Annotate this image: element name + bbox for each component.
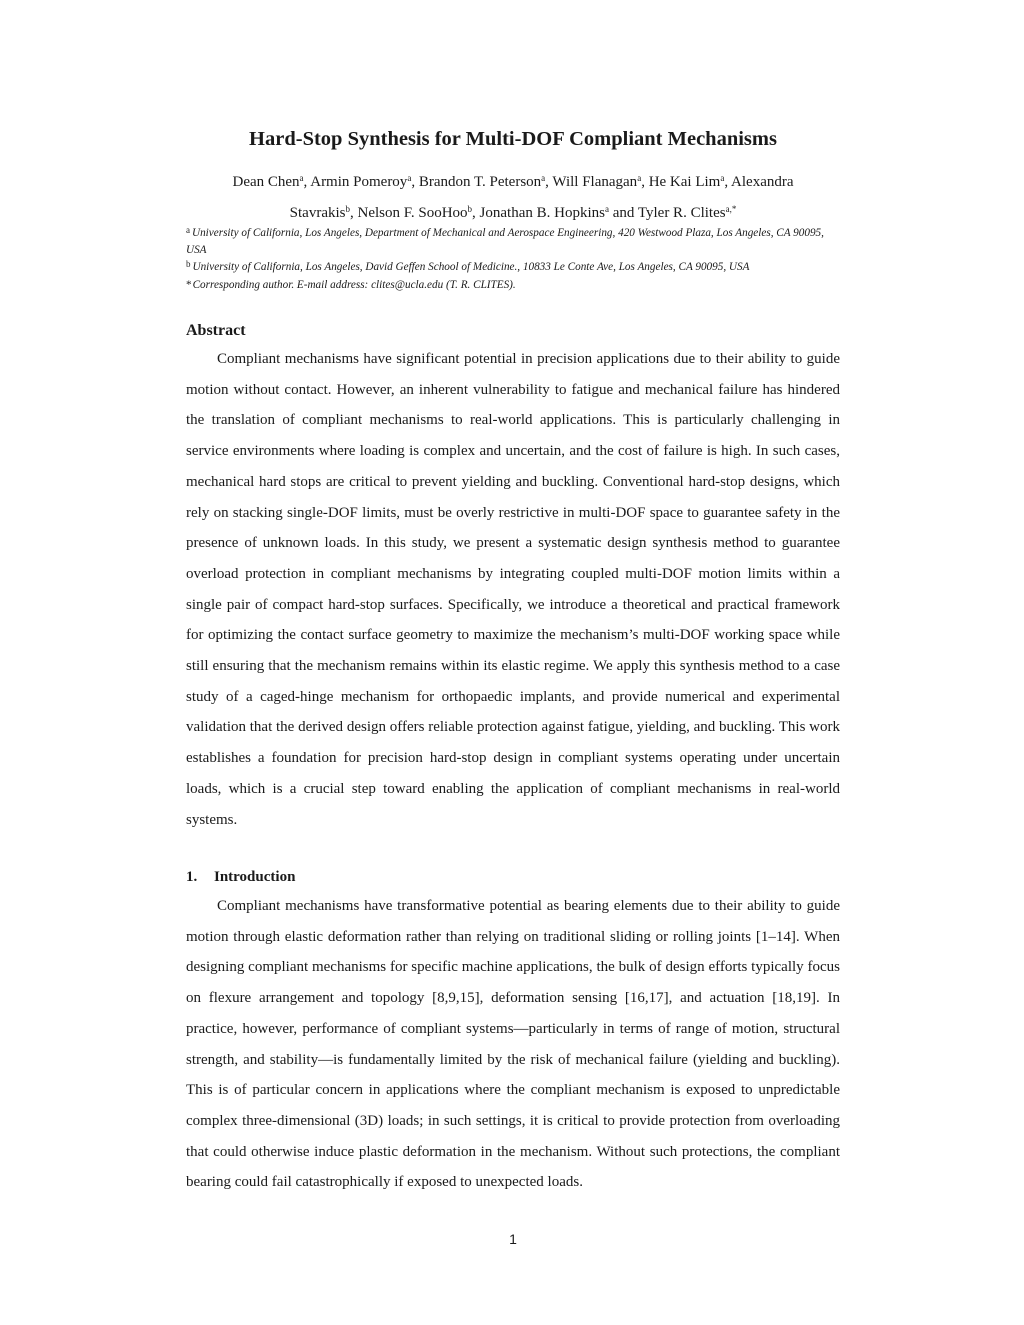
author-affil-mark: a — [720, 173, 725, 183]
author-affil-mark: a — [637, 173, 642, 183]
affiliation-mark: b — [186, 259, 191, 270]
author-name: Brandon T. Peterson — [418, 174, 542, 190]
page-number: 1 — [509, 1231, 517, 1247]
author-name-part: Alexandra — [731, 174, 794, 190]
affiliation-b — [186, 259, 840, 276]
author-affil-mark: a — [407, 173, 412, 183]
author-affil-mark: b — [467, 203, 473, 214]
author-affil-mark: a — [541, 173, 546, 183]
corresponding-author — [186, 277, 840, 294]
author-affil-mark: b — [345, 203, 350, 214]
abstract-text: Compliant mechanisms have significant potential in precision applications due to their ability to guide motion without contact. However, an inherent vulnerability to fatigue and mechanical failure has hindered the translation of compliant mechanisms to real-world applications. This is particularly challenging in service environments where loading is complex and uncertain, and the cost of failure is high. In such cases, mechanical hard stops are critical to prevent yielding and buckling. Conventional hard-stop designs, which rely on stacking single-DOF limits, must be overly restrictive in multi-DOF space to guarantee safety in the presence of unknown loads. In this study, we present a systematic design synthesis method to guarantee overload protection in compliant mechanisms by integrating coupled multi-DOF motion limits within a single pair of compact hard-stop surfaces. Specifically, we introduce a theoretical and practical framework for optimizing the contact surface geometry to maximize the mechanism’s multi-DOF working space while still ensuring that the mechanism remains within its elastic regime. We apply this synthesis method to a case study of a caged-hinge mechanism for orthopaedic implants, and provide numerical and experimental validation that the derived design offers reliable protection against fatigue, yielding, and buckling. This work establishes a foundation for precision hard-stop design in compliant systems operating under uncertain loads, which is a crucial step toward enabling the application of compliant mechanisms in real-world systems. — [186, 351, 840, 828]
author-line-2: Stavrakis$^b$, Nelson F. SooHoo$^b$, Jonathan B. Hopkins$^a$ and Tyler R. Clites$^{a,*}$ — [289, 203, 737, 221]
paper-title: Hard-Stop Synthesis for Multi-DOF Compliant Mechanisms — [249, 128, 777, 150]
corresponding-text: Corresponding author. E-mail address: clites@ucla.edu (T. R. CLITES). — [192, 278, 516, 291]
author-name: He Kai Lim — [648, 174, 721, 190]
section-heading-introduction — [186, 867, 295, 887]
introduction-text: Compliant mechanisms have transformative potential as bearing elements due to their ability to guide motion through elastic deformation rather than relying on traditional sliding or rolling joints [1–14]. When designing compliant mechanisms for specific machine applications, the bulk of design efforts typically focus on flexure arrangement and topology [8,9,15], deformation sensing [16,17], and actuation [18,19]. In practice, however, performance of compliant systems—particularly in terms of range of motion, structural strength, and stability—is fundamentally limited by the risk of mechanical failure (yielding and buckling). This is of particular concern in applications where the compliant mechanism is exposed to unpredictable complex three-dimensional (3D) loads; in such settings, it is critical to provide protection from overloading that could otherwise induce plastic deformation in the mechanism. Without such protections, the compliant bearing could fail catastrophically if exposed to unexpected loads. — [186, 898, 840, 1191]
author-name: Tyler R. Clites — [637, 204, 726, 221]
affiliation-mark: a — [186, 225, 190, 235]
author-name: Dean Chen — [232, 174, 300, 190]
author-affil-mark: a,* — [725, 203, 737, 214]
author-affil-mark: a — [299, 173, 304, 183]
author-name: Jonathan B. Hopkins — [479, 204, 605, 221]
author-name-part: Stavrakis — [289, 204, 346, 221]
author-affil-mark: a — [604, 203, 609, 214]
section-number: 1. — [186, 869, 198, 885]
section-title: Introduction — [214, 869, 296, 885]
affiliation-text: University of California, Los Angeles, David Geffen School of Medicine., 10833 Le Conte Ave, Los Angeles, CA 90095, USA — [192, 261, 750, 274]
corresponding-mark: * — [186, 278, 192, 291]
affiliations — [186, 225, 840, 294]
author-line-1: Dean Chen$^a$, Armin Pomeroy$^a$, Brandon T. Peterson$^a$, Will Flanagan$^a$, He Kai Lim$^a$, Alexandra — [232, 173, 794, 190]
author-name: Will Flanagan — [552, 174, 638, 190]
author-list — [186, 167, 840, 228]
author-conjunction: and — [612, 204, 635, 221]
abstract-heading: Abstract — [186, 322, 246, 339]
author-name: Armin Pomeroy — [310, 174, 408, 190]
affiliation-text: University of California, Los Angeles, Department of Mechanical and Aerospace Engineering, 420 Westwood Plaza, Los Angeles, CA 90095, USA — [186, 227, 824, 257]
author-name: Nelson F. SooHoo — [357, 204, 468, 221]
affiliation-a — [186, 225, 840, 259]
